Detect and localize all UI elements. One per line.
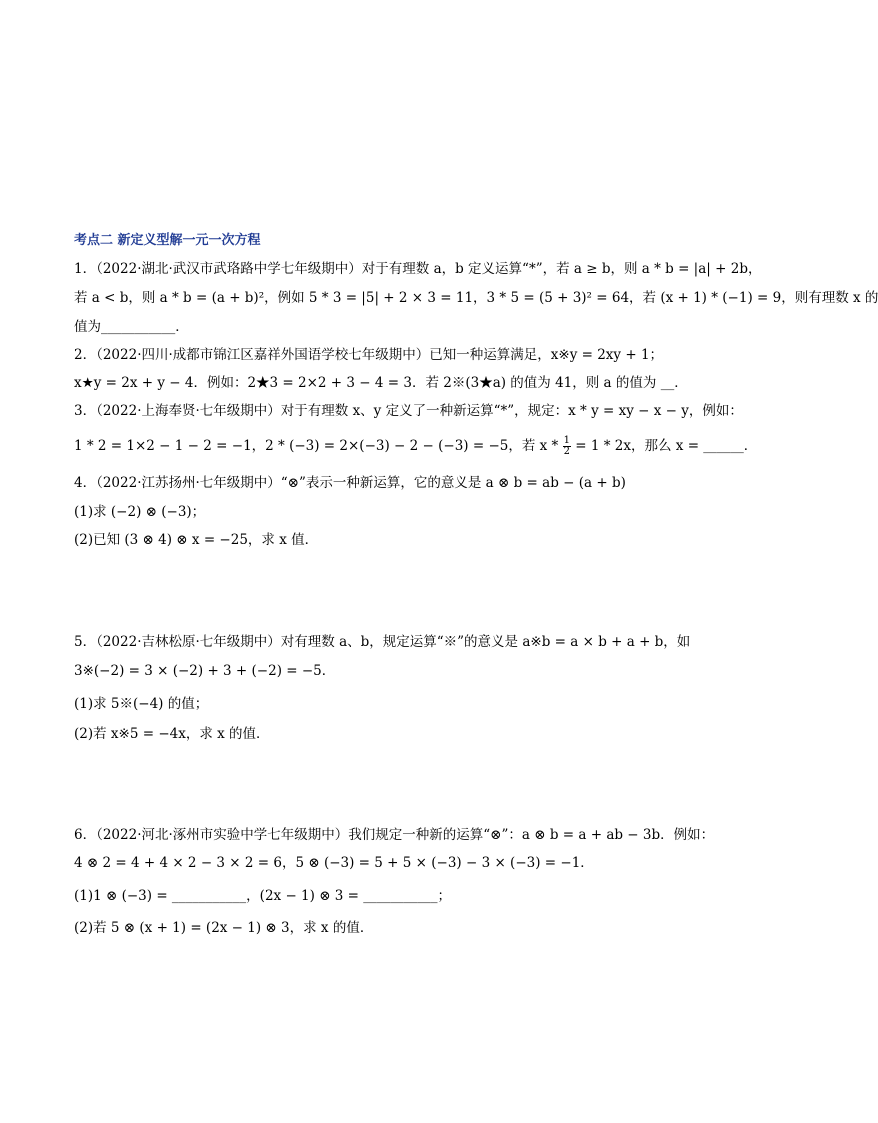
question-3-line-1: 3．（2022·上海奉贤·七年级期中）对于有理数 x、y 定义了一种新运算“*”，规定：x * y = xy − x − y，例如： (74, 403, 743, 419)
question-6-line-2: 4 ⊗ 2 = 4 + 4 × 2 − 3 × 2 = 6，5 ⊗ (−3) = 5 + 5 × (−3) − 3 × (−3) = −1． (74, 855, 594, 871)
question-6-part-1: (1)1 ⊗ (−3) = ___________，(2x − 1) ⊗ 3 = ___________； (74, 888, 452, 904)
question-3-line-2 (74, 435, 758, 457)
question-4-part-1: (1)求 (−2) ⊗ (−3)； (74, 504, 206, 520)
question-5-line-1: 5．（2022·吉林松原·七年级期中）对有理数 a、b，规定运算“※”的意义是 a※b = a × b + a + b，如 (74, 634, 691, 650)
question-5-line-2: 3※(−2) = 3 × (−2) + 3 + (−2) = −5． (74, 663, 336, 679)
question-5-part-2: (2)若 x※5 = −4x，求 x 的值． (74, 726, 270, 742)
question-1-line-2: 若 a < b，则 a * b = (a + b)²，例如 5 * 3 = |5| + 2 × 3 = 11，3 * 5 = (5 + 3)² = 64，若 (x + 1) * (−1) = 9，则有理数 x 的 (74, 290, 878, 306)
question-3-line-2-before: 1 * 2 = 1×2 − 1 − 2 = −1，2 * (−3) = 2×(−3) − 2 − (−3) = −5，若 x * (74, 438, 559, 454)
question-4-part-2: (2)已知 (3 ⊗ 4) ⊗ x = −25，求 x 值． (74, 532, 319, 548)
question-2-line-2: x★y = 2x + y − 4．例如：2★3 = 2×2 + 3 − 4 = 3．若 2※(3★a) 的值为 41，则 a 的值为 __． (74, 375, 688, 391)
fraction-one-half (563, 436, 571, 457)
question-6-part-2: (2)若 5 ⊗ (x + 1) = (2x − 1) ⊗ 3，求 x 的值． (74, 920, 374, 936)
section-heading: 考点二 新定义型解一元一次方程 (74, 233, 261, 248)
question-1-line-3: 值为___________． (74, 319, 189, 335)
question-6-line-1: 6．（2022·河北·涿州市实验中学七年级期中）我们规定一种新的运算“⊗”：a ⊗ b = a + ab − 3b．例如： (74, 827, 715, 843)
question-5-part-1: (1)求 5※(−4) 的值； (74, 696, 209, 712)
question-4-line-1: 4．（2022·江苏扬州·七年级期中）“⊗”表示一种新运算，它的意义是 a ⊗ b = ab − (a + b) (74, 475, 626, 491)
question-2-line-1: 2．（2022·四川·成都市锦江区嘉祥外国语学校七年级期中）已知一种运算满足，x※y = 2xy + 1； (74, 347, 664, 363)
fraction-denominator: 2 (563, 446, 570, 457)
fraction-numerator: 1 (563, 435, 570, 446)
question-1-line-1: 1．（2022·湖北·武汉市武珞路中学七年级期中）对于有理数 a，b 定义运算“*”，若 a ≥ b，则 a * b = |a| + 2b， (74, 261, 762, 277)
question-3-line-2-after: = 1 * 2x，那么 x = ______． (575, 438, 758, 454)
